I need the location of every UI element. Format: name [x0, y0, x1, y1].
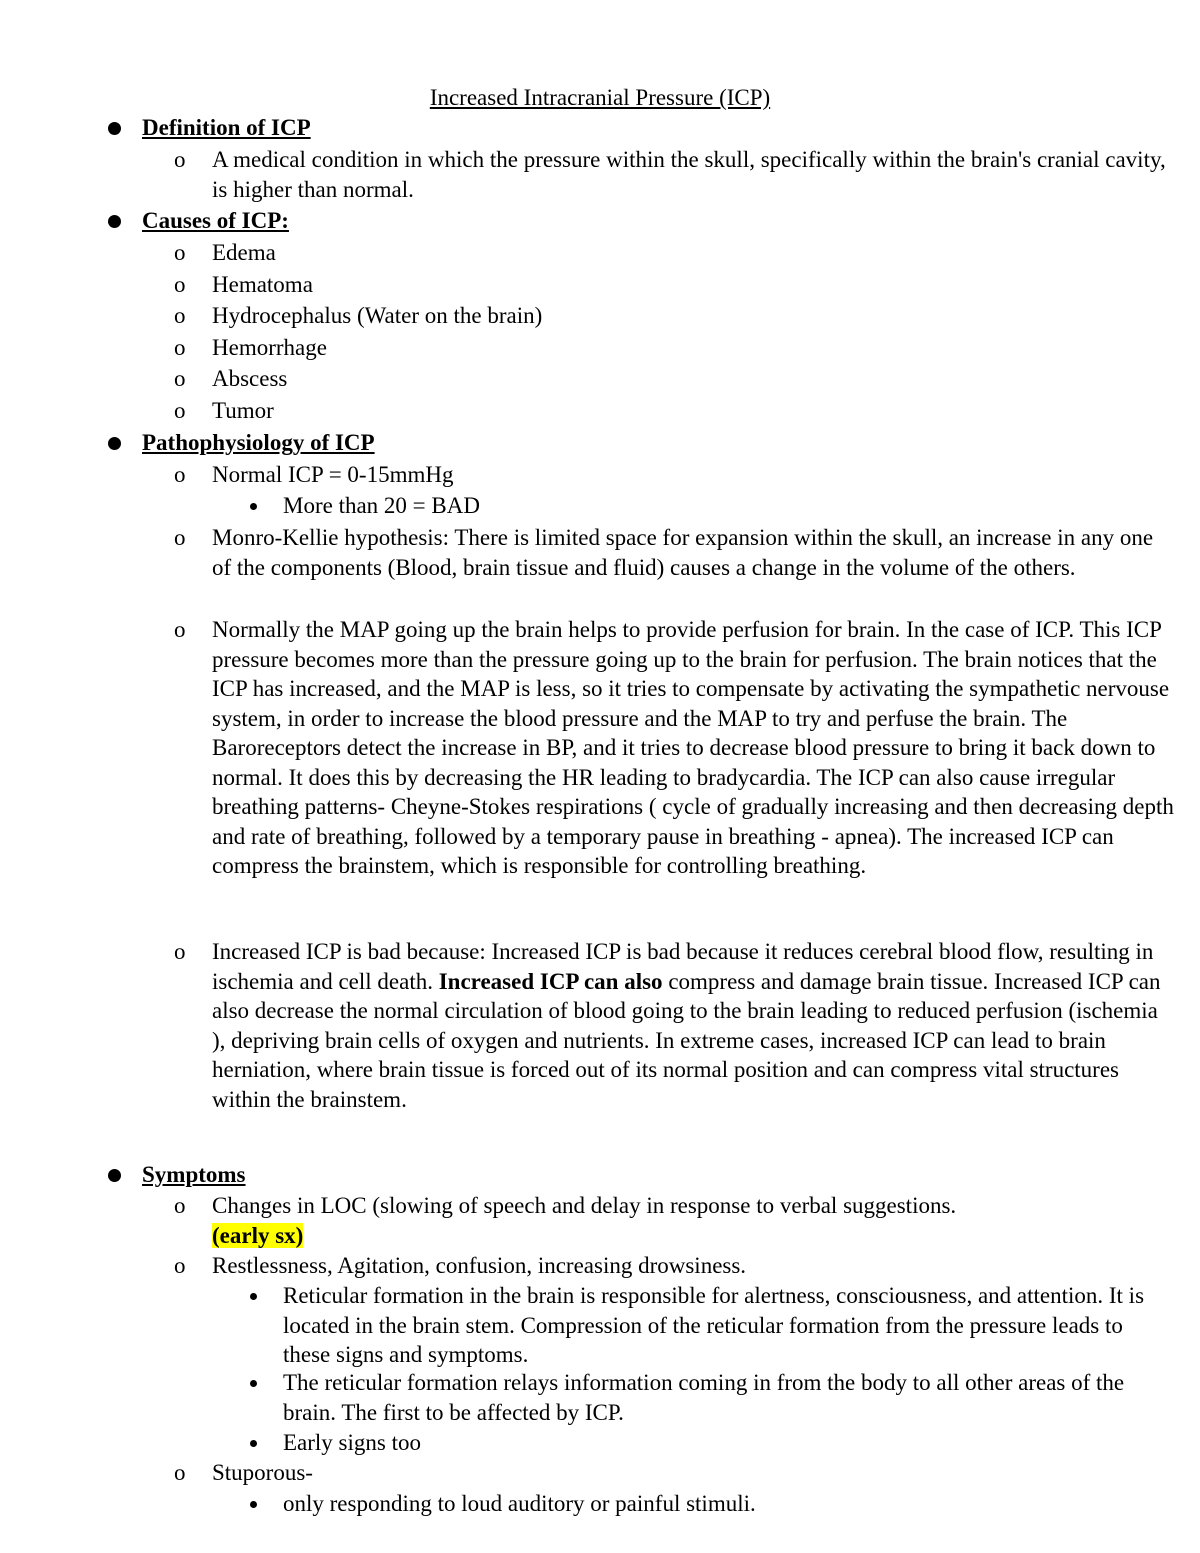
circle-marker-icon: o	[174, 303, 186, 328]
section-heading: Causes of ICP:	[142, 208, 289, 233]
bullet-dot-icon	[250, 1501, 257, 1508]
section-heading: Pathophysiology of ICP	[142, 430, 375, 455]
circle-marker-icon: o	[174, 398, 186, 423]
circle-marker-icon: o	[174, 1193, 186, 1218]
circle-marker-icon: o	[174, 617, 186, 642]
bold-emphasis: Increased ICP can also	[438, 968, 663, 994]
circle-marker-icon: o	[174, 272, 186, 297]
bullet-dot-icon	[250, 1380, 257, 1387]
circle-marker-icon: o	[174, 240, 186, 265]
bullet-icon	[108, 1169, 121, 1182]
circle-marker-icon: o	[174, 939, 186, 964]
bullet-dot-icon	[250, 1293, 257, 1300]
bullet-dot-icon	[250, 1440, 257, 1447]
bullet-dot-icon	[250, 503, 257, 510]
document-title: Increased Intracranial Pressure (ICP)	[429, 85, 771, 110]
bullet-icon	[108, 122, 121, 135]
circle-marker-icon: o	[174, 525, 186, 550]
section-heading: Definition of ICP	[142, 115, 311, 140]
circle-marker-icon: o	[174, 1253, 186, 1278]
document-page: Increased Intracranial Pressure (ICP) Definition of ICP o A medical condition in which the pressure within the skull, specifically within the brain's cranial cavity, is higher than normal. Causes of ICP: o Edema o Hematoma o Hydrocephalus (Water on the brain) o Hemorrhage o Abscess o Tumor Pathophysiology of ICP o Normal ICP = 0-15mmHg More than 20 = BAD o Monro-Kellie hypothesis: There is limited space for expansion within the skull, an increase in any one of the components (Blood, brain tissue and fluid) causes a change in the volume of the others. o Normally the MAP going up the brain helps to provide perfusion for brain. In the case of ICP. This ICP pressure becomes more than the pressure going up to the brain for perfusion. The brain notices that the ICP has increased, and the MAP is less, so it tries to compensate by activating the sympathetic nervouse system, in order to increase the blood pressure and the MAP to try and perfuse the brain. The Baroreceptors detect the increase in BP, and it tries to decrease blood pressure to bring it back down to normal. It does this by decreasing the HR leading to bradycardia. The ICP can also cause irregular breathing patterns- Cheyne-Stokes respirations ( cycle of gradually increasing and then decreasing depth and rate of breathing, followed by a temporary pause in breathing - apnea). The increased ICP can compress the brainstem, which is responsible for controlling breathing. o Increased ICP is bad because: Increased ICP is bad because it reduces cerebral blood flow, resulting in ischemia and cell death. Increased ICP can also compress and damage brain tissue. Increased ICP can also decrease the normal circulation of blood going to the brain leading to reduced perfusion (ischemia ), depriving brain cells of oxygen and nutrients. In extreme cases, increased ICP can lead to brain herniation, where brain tissue is forced out of its normal position and can compress vital structures within the brainstem. Symptoms o Changes in LOC (slowing of speech and delay in response to verbal suggestions. (early sx) o Restlessness, Agitation, confusion, increasing drowsiness. Reticular formation in the brain is responsible for alertness, consciousness, and attention. It is located in the brain stem. Compression of the reticular formation from the pressure leads to these signs and symptoms. The reticular formation relays information coming in from the body to all other areas of the brain. The first to be affected by ICP. Early signs too o Stuporous- only responding to loud auditory or painful stimuli.	[0, 0, 1200, 1553]
highlighted-text: (early sx)	[212, 1222, 304, 1248]
circle-marker-icon: o	[174, 366, 186, 391]
circle-marker-icon: o	[174, 335, 186, 360]
circle-marker-icon: o	[174, 147, 186, 172]
circle-marker-icon: o	[174, 1460, 186, 1485]
section-heading: Symptoms	[142, 1162, 246, 1187]
circle-marker-icon: o	[174, 462, 186, 487]
bullet-icon	[108, 215, 121, 228]
bullet-icon	[108, 437, 121, 450]
